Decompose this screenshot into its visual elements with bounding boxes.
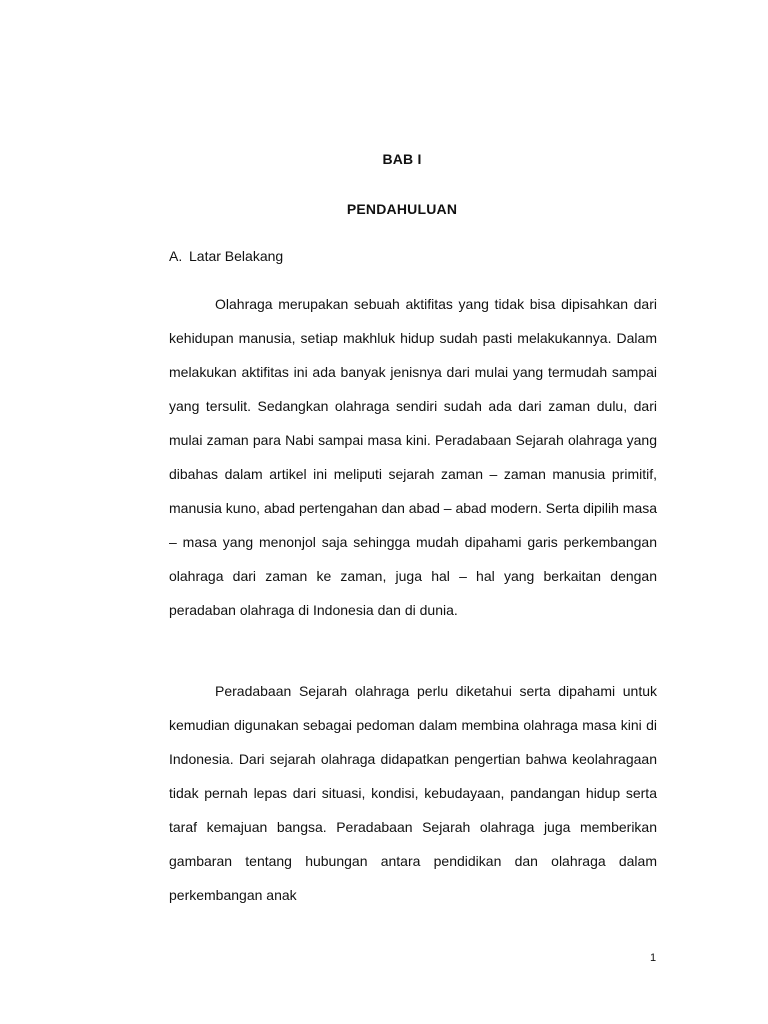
page-number: 1 <box>650 952 657 964</box>
section-letter: A. <box>169 248 183 264</box>
paragraph: Olahraga merupakan sebuah aktifitas yang tidak bisa dipisahkan dari kehidupan manusia, setiap makhluk hidup sudah pasti melakukannya. Dalam melakukan aktifitas ini ada banyak jenisnya dari mulai yang termudah sampai yang tersulit. Sedangkan olahraga sendiri sudah ada dari zaman dulu, dari mulai zaman para Nabi sampai masa kini. Peradabaan Sejarah olahraga yang dibahas dalam artikel ini meliputi sejarah zaman – zaman manusia primitif, manusia kuno, abad pertengahan dan abad – abad modern. Serta dipilih masa – masa yang menonjol saja sehingga mudah dipahami garis perkembangan olahraga dari zaman ke zaman, juga hal – hal yang berkaitan dengan peradaban olahraga di Indonesia dan di dunia. <box>169 296 658 618</box>
section-title: Latar Belakang <box>189 248 284 264</box>
chapter-title: PENDAHULUAN <box>346 201 458 217</box>
paragraph: Peradabaan Sejarah olahraga perlu diketahui serta dipahami untuk kemudian digunakan sebagai pedoman dalam membina olahraga masa kini di Indonesia. Dari sejarah olahraga didapatkan pengertian bahwa keolahragaan tidak pernah lepas dari situasi, kondisi, kebudayaan, pandangan hidup serta taraf kemajuan bangsa. Peradabaan Sejarah olahraga juga memberikan gambaran tentang hubungan antara pendidikan dan olahraga dalam perkembangan anak <box>169 683 657 903</box>
section-heading <box>169 248 283 264</box>
chapter-number: BAB I <box>382 151 422 167</box>
